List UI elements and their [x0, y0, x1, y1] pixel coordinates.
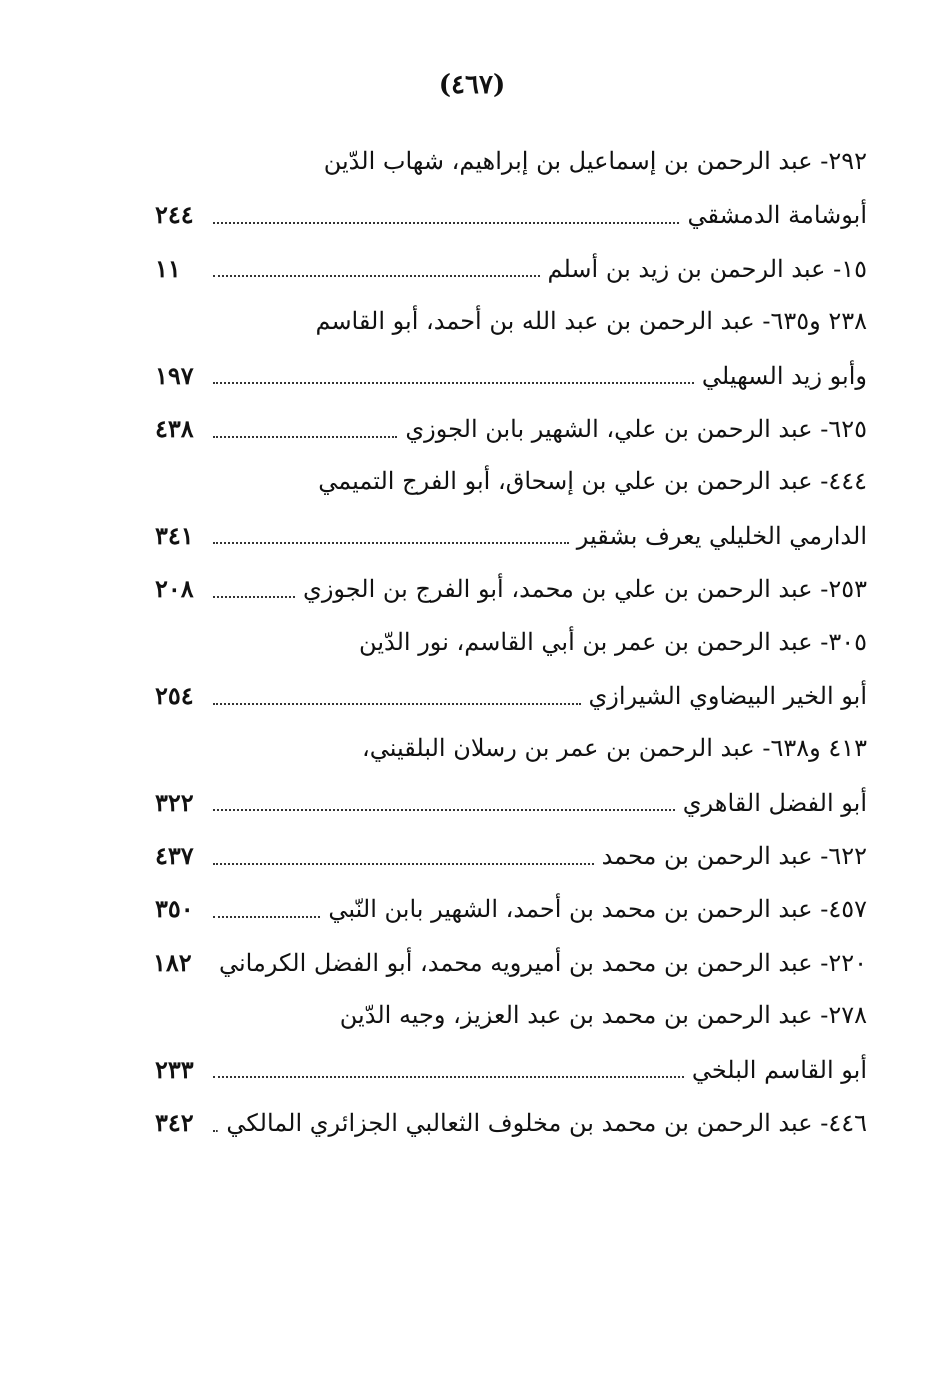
entry-page-number: ٤٣٧: [155, 841, 194, 871]
entry-text: ١٥- عبد الرحمن بن زيد بن أسلم: [547, 254, 867, 283]
entry-text: ٢٩٢- عبد الرحمن بن إسماعيل بن إبراهيم، شهاب الدّين: [323, 147, 867, 175]
index-entry: [155, 1043, 867, 1096]
entry-text: أبو الفضل القاهري: [682, 788, 867, 817]
dot-leader: [213, 222, 679, 224]
entry-text: ٤٤٤- عبد الرحمن بن علي بن إسحاق، أبو الفرج التميمي: [318, 467, 867, 496]
dot-leader: [213, 275, 540, 277]
dot-leader: [213, 863, 594, 865]
dot-leader: [213, 1130, 218, 1132]
entry-text: أبوشامة الدمشقي: [687, 201, 867, 230]
entry-page-number: ٢٣٣: [155, 1054, 194, 1084]
entry-text: ٤٤٦- عبد الرحمن بن محمد بن مخلوف الثعالبي الجزائري المالكي: [226, 1109, 867, 1138]
index-entry: [155, 242, 867, 295]
entry-text: أبو الخير البيضاوي الشيرازي: [588, 681, 867, 710]
entry-text: ٣٠٥- عبد الرحمن بن عمر بن أبي القاسم، نور الدّين: [359, 627, 867, 656]
index-entries: [152, 135, 867, 1149]
index-entry: [155, 562, 867, 615]
dot-leader: [213, 916, 320, 918]
index-entry: [155, 722, 867, 775]
dot-leader: [213, 809, 675, 811]
index-entry: [155, 295, 867, 348]
entry-text: ٢٧٨- عبد الرحمن بن محمد بن عبد العزيز، وجيه الدّين: [339, 1001, 867, 1030]
entry-page-number: ١٨٢: [152, 947, 192, 977]
entry-page-number: ٤٣٨: [155, 413, 194, 443]
entry-text: ٦٢٥- عبد الرحمن بن علي، الشهير بابن الجوزي: [405, 414, 867, 443]
entry-text: ٤١٣ و٦٣٨- عبد الرحمن بن عمر بن رسلان البلقيني،: [362, 734, 867, 763]
index-entry: [155, 188, 867, 241]
index-entry: [155, 135, 867, 188]
entry-text: أبو القاسم البلخي: [691, 1055, 867, 1084]
entry-text: ٢٢٠- عبد الرحمن بن محمد بن أميرويه محمد، أبو الفضل الكرماني: [218, 948, 867, 977]
index-entry: [155, 616, 867, 669]
entry-page-number: ٣٥٠: [155, 894, 194, 924]
entry-page-number: ١١: [155, 253, 181, 283]
index-entry: [155, 402, 867, 455]
entry-text: وأبو زيد السهيلي: [701, 361, 867, 390]
dot-leader: [213, 703, 581, 705]
dot-leader: [213, 1076, 684, 1078]
entry-text: ٦٢٢- عبد الرحمن بن محمد: [601, 842, 867, 871]
entry-text: ٤٥٧- عبد الرحمن بن محمد بن أحمد، الشهير بابن النّبي: [328, 895, 867, 924]
entry-text: الدارمي الخليلي يعرف بشقير: [576, 521, 867, 550]
dot-leader: [213, 382, 694, 384]
entry-page-number: ١٩٧: [155, 360, 194, 390]
entry-page-number: ٣٤٢: [155, 1108, 194, 1138]
index-entry: [155, 776, 867, 829]
index-entry: [155, 882, 867, 935]
entry-page-number: ٢٥٤: [155, 680, 194, 710]
entry-page-number: ٢٠٨: [155, 574, 194, 604]
entry-page-number: ٢٤٤: [155, 200, 194, 230]
index-entry: [155, 455, 867, 508]
page-number: (٤٦٧): [438, 70, 506, 100]
index-entry: [155, 1096, 867, 1149]
dot-leader: [213, 436, 397, 438]
dot-leader: [213, 596, 295, 598]
entry-text: ٢٥٣- عبد الرحمن بن علي بن محمد، أبو الفرج بن الجوزي: [303, 575, 867, 604]
dot-leader: [213, 542, 569, 544]
index-entry: [155, 509, 867, 562]
entry-text: ٢٣٨ و٦٣٥- عبد الرحمن بن عبد الله بن أحمد، أبو القاسم: [315, 307, 867, 336]
index-entry: [155, 829, 867, 882]
entry-page-number: ٣٢٢: [155, 787, 194, 817]
index-entry: [155, 349, 867, 402]
entry-page-number: ٣٤١: [155, 520, 194, 550]
index-entry: [152, 936, 867, 989]
index-entry: [155, 669, 867, 722]
index-entry: [155, 989, 867, 1042]
